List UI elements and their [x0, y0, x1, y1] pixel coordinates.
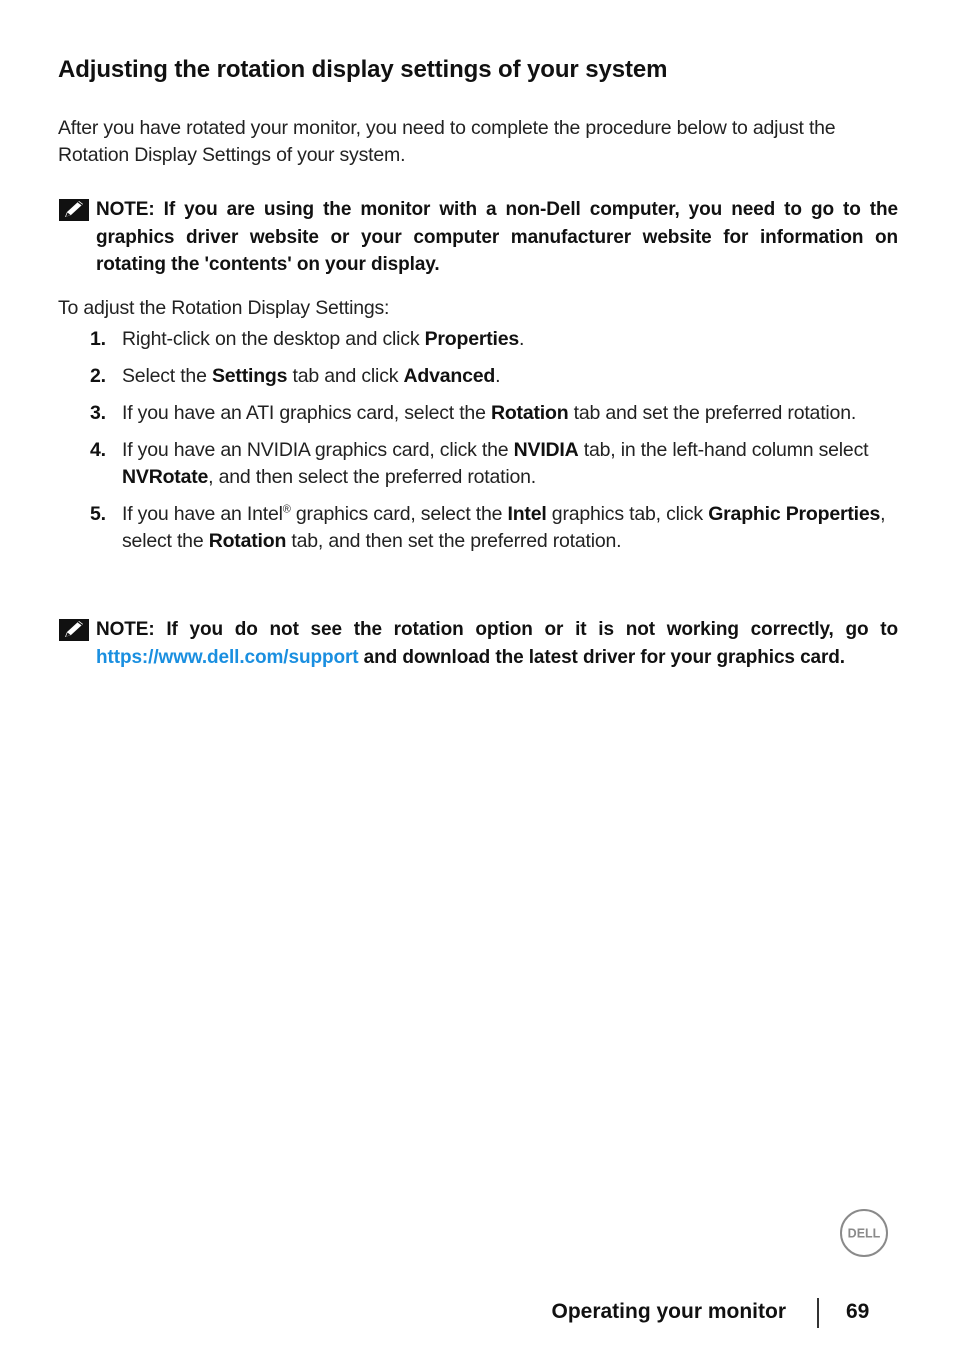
page-footer [0, 1298, 954, 1330]
step-text: Select the [122, 365, 212, 387]
dell-support-link[interactable]: https://www.dell.com/support [96, 646, 359, 668]
step-keyword: Graphic Properties [708, 503, 881, 525]
note-non-dell [58, 196, 898, 279]
page-number: 69 [846, 1300, 870, 1323]
intro-paragraph: After you have rotated your monitor, you need to complete the procedure below to adjust the Rotation Display Settings of your system. [58, 117, 836, 166]
step-keyword: Properties [424, 328, 520, 350]
step-number: 5. [90, 503, 106, 525]
footer-divider [817, 1298, 819, 1328]
step-item [90, 326, 890, 353]
step-keyword: NVIDIA [513, 439, 579, 461]
step-text: If you have an ATI graphics card, select the [122, 402, 491, 424]
step-text: If you have an NVIDIA graphics card, click the [122, 439, 514, 461]
step-keyword: Rotation [490, 402, 569, 424]
svg-text:DELL: DELL [847, 1226, 881, 1241]
step-item [90, 400, 890, 427]
step-number: 3. [90, 402, 106, 424]
step-text: graphics tab, click [546, 503, 709, 525]
step-item [90, 437, 890, 491]
dell-logo [839, 1208, 889, 1258]
step-keyword: Settings [211, 365, 288, 387]
step-text: tab and set the preferred rotation. [568, 402, 857, 424]
step-keyword: NVRotate [122, 466, 209, 488]
step-text: . [495, 365, 501, 387]
step-number: 2. [90, 365, 106, 387]
steps-list [90, 326, 890, 565]
procedure-lead: To adjust the Rotation Display Settings: [58, 297, 390, 319]
step-text: If you have an Intel [122, 503, 283, 525]
step-item [90, 501, 890, 555]
note-driver-support [58, 616, 898, 671]
step-text: tab, in the left-hand column select [578, 439, 869, 461]
note-text-before: NOTE: If you do not see the rotation option or it is not working correctly, go to [96, 619, 898, 640]
step-keyword: Advanced [403, 365, 496, 387]
note-text: NOTE: If you are using the monitor with a non-Dell computer, you need to go to the graphics driver website or your computer manufacturer website for information on rotating the 'contents' on your display. [96, 199, 898, 275]
step-text: tab and click [287, 365, 404, 387]
step-keyword: Rotation [208, 530, 287, 552]
step-text: . [519, 328, 525, 350]
step-keyword: Intel [507, 503, 547, 525]
step-number: 4. [90, 439, 106, 461]
note-text-after: and download the latest driver for your graphics card. [358, 646, 845, 668]
step-text: , select the [122, 503, 886, 552]
step-text: tab, and then set the preferred rotation. [286, 530, 622, 552]
step-item [90, 363, 890, 390]
registered-mark: ® [282, 503, 291, 516]
step-text: Right-click on the desktop and click [122, 328, 425, 350]
footer-section-title: Operating your monitor [551, 1300, 786, 1323]
note-pencil-icon [58, 618, 90, 642]
page-title: Adjusting the rotation display settings of your system [58, 56, 668, 83]
step-text: graphics card, select the [290, 503, 508, 525]
step-text: , and then select the preferred rotation. [208, 466, 537, 488]
step-number: 1. [90, 328, 106, 350]
note-text [96, 616, 898, 671]
note-pencil-icon [58, 198, 90, 222]
